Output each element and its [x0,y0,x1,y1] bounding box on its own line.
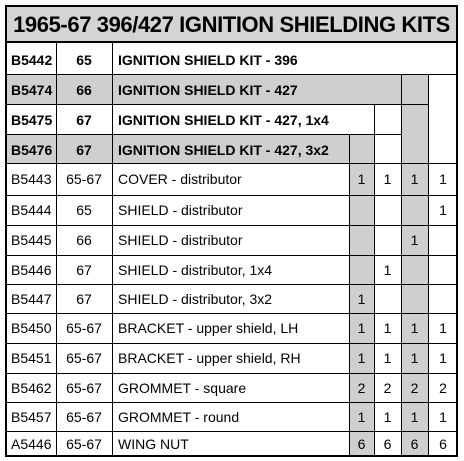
quantity-cell: 1 [357,350,366,366]
quantity-cell: 2 [357,380,366,396]
quantity-cell: 1 [357,320,366,336]
component-part-number: B5457 [11,409,52,425]
component-description: BRACKET - upper shield, LH [118,320,299,336]
kit-year: 67 [76,112,92,128]
component-description: BRACKET - upper shield, RH [118,350,301,366]
quantity-cell: 1 [439,409,447,425]
quantity-cell: 2 [410,380,419,396]
page-title: 1965-67 396/427 IGNITION SHIELDING KITS [13,12,450,37]
qty-column-shade [401,74,428,457]
component-part-number: B5447 [11,291,52,307]
quantity-cell: 1 [383,171,392,187]
row-rule [5,195,458,196]
kit-year: 67 [76,142,92,158]
column-rule [374,104,375,457]
component-description: GROMMET - square [118,380,247,396]
component-description: SHIELD - distributor, 1x4 [118,262,273,278]
quantity-cell: 1 [383,350,392,366]
quantity-cell: 1 [410,320,419,336]
component-description: SHIELD - distributor, 3x2 [118,291,273,307]
quantity-cell: 6 [439,436,447,452]
quantity-cell: 1 [383,409,392,425]
quantity-cell: 1 [439,320,447,336]
component-part-number: B5446 [11,262,52,278]
component-part-number: B5445 [11,232,52,248]
column-rule [112,43,113,457]
row-rule [5,431,458,432]
component-year: 66 [76,232,92,248]
kit-description: IGNITION SHIELD KIT - 427, 3x2 [118,142,329,158]
kit-year: 66 [76,82,92,98]
component-year: 67 [76,262,92,278]
component-year: 65-67 [66,409,102,425]
quantity-cell: 1 [410,232,419,248]
row-rule [5,104,428,105]
quantity-cell: 1 [439,350,447,366]
component-year: 65-67 [66,171,102,187]
quantity-cell: 1 [410,350,419,366]
component-description: COVER - distributor [118,171,242,187]
quantity-cell: 2 [439,380,447,396]
row-rule [5,313,458,314]
component-description: GROMMET - round [118,409,240,425]
kit-description: IGNITION SHIELD KIT - 396 [118,52,298,68]
kit-description: IGNITION SHIELD KIT - 427, 1x4 [118,112,329,128]
component-description: SHIELD - distributor [118,232,243,248]
kit-description: IGNITION SHIELD KIT - 427 [118,82,298,98]
row-rule [5,284,458,285]
quantity-cell: 1 [439,202,447,218]
row-rule [5,74,458,75]
kit-part-number: B5474 [11,82,53,98]
component-year: 65-67 [66,436,102,452]
row-rule [5,255,458,256]
component-part-number: B5462 [11,380,52,396]
quantity-cell: 1 [439,171,447,187]
quantity-cell: 1 [357,409,366,425]
component-year: 65 [76,202,92,218]
row-rule [5,163,458,164]
row-rule [5,402,458,403]
component-year: 65-67 [66,380,102,396]
quantity-cell: 1 [357,291,366,307]
quantity-cell: 1 [410,171,419,187]
column-rule [401,74,402,457]
component-year: 65-67 [66,320,102,336]
kit-year: 65 [76,52,92,68]
component-part-number: B5444 [11,202,52,218]
kit-part-number: B5475 [11,112,53,128]
quantity-cell: 6 [410,436,419,452]
row-rule [5,373,458,374]
quantity-cell: 1 [357,171,366,187]
component-part-number: B5443 [11,171,52,187]
component-part-number: B5450 [11,320,52,336]
kit-part-number: B5476 [11,142,53,158]
row-rule [5,134,401,135]
kit-part-number: B5442 [11,52,53,68]
component-description: WING NUT [118,436,189,452]
component-description: SHIELD - distributor [118,202,243,218]
quantity-cell: 6 [357,436,366,452]
quantity-cell: 6 [383,436,392,452]
column-rule [428,74,429,457]
title-band [5,5,458,43]
row-rule [5,225,458,226]
quantity-cell: 2 [383,380,392,396]
quantity-cell: 1 [383,320,392,336]
row-rule [5,343,458,344]
component-year: 67 [76,291,92,307]
quantity-cell: 1 [410,409,419,425]
component-part-number: A5446 [11,436,52,452]
component-year: 65-67 [66,350,102,366]
quantity-cell: 1 [383,262,392,278]
component-part-number: B5451 [11,350,52,366]
